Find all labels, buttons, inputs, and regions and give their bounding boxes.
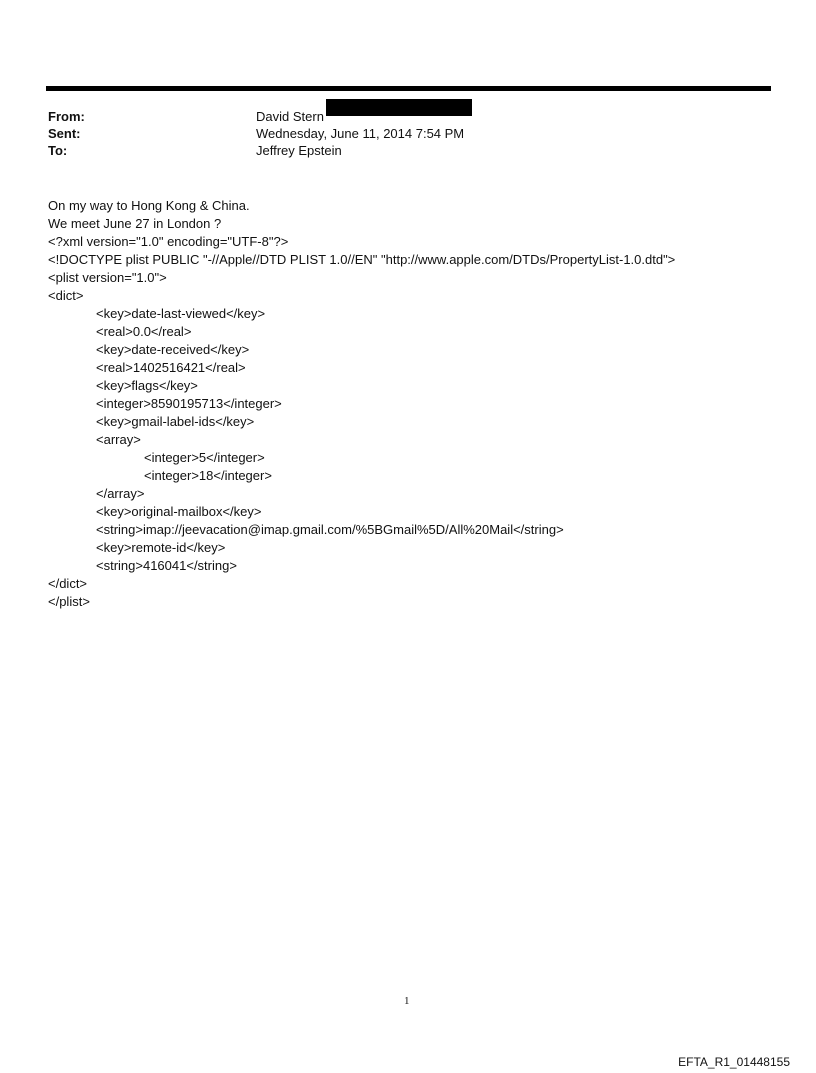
to-value: Jeffrey Epstein xyxy=(256,143,342,158)
sent-value: Wednesday, June 11, 2014 7:54 PM xyxy=(256,126,465,141)
body-line: </plist> xyxy=(48,594,90,609)
body-line: </dict> xyxy=(48,576,88,591)
body-line: We meet June 27 in London ? xyxy=(48,216,222,231)
body-line: <array> xyxy=(96,432,141,447)
redaction-box xyxy=(326,99,472,116)
body-line: <key>flags</key> xyxy=(96,378,198,393)
to-row xyxy=(48,142,748,159)
body-line: <real>0.0</real> xyxy=(96,324,192,339)
body-line: <integer>5</integer> xyxy=(144,450,265,465)
header-rule xyxy=(46,86,771,91)
email-header xyxy=(48,108,748,159)
sent-label: Sent: xyxy=(48,126,81,141)
from-row xyxy=(48,108,748,125)
body-line: <string>imap://jeevacation@imap.gmail.com/%5BGmail%5D/All%20Mail</string> xyxy=(96,522,564,537)
page-number: 1 xyxy=(404,995,410,1007)
body-line: <dict> xyxy=(48,288,84,303)
body-line: On my way to Hong Kong & China. xyxy=(48,198,250,213)
body-line: <real>1402516421</real> xyxy=(96,360,246,375)
body-line: <key>remote-id</key> xyxy=(96,540,226,555)
body-line: <?xml version="1.0" encoding="UTF-8"?> xyxy=(48,234,289,249)
body-line: <integer>18</integer> xyxy=(144,468,272,483)
body-line: </array> xyxy=(96,486,145,501)
sent-row xyxy=(48,125,748,142)
body-line: <integer>8590195713</integer> xyxy=(96,396,282,411)
body-line: <key>original-mailbox</key> xyxy=(96,504,262,519)
document-id: EFTA_R1_01448155 xyxy=(678,1055,790,1069)
from-name: David Stern xyxy=(256,109,324,124)
from-value xyxy=(256,108,472,125)
to-label: To: xyxy=(48,143,68,158)
body-line: <string>416041</string> xyxy=(96,558,237,573)
body-line: <key>gmail-label-ids</key> xyxy=(96,414,255,429)
body-line: <plist version="1.0"> xyxy=(48,270,167,285)
from-label: From: xyxy=(48,109,85,124)
body-line: <key>date-last-viewed</key> xyxy=(96,306,266,321)
body-line: <key>date-received</key> xyxy=(96,342,250,357)
email-body xyxy=(48,197,788,611)
body-line: <!DOCTYPE plist PUBLIC "-//Apple//DTD PLIST 1.0//EN" "http://www.apple.com/DTDs/PropertyList-1.0.dtd"> xyxy=(48,252,676,267)
